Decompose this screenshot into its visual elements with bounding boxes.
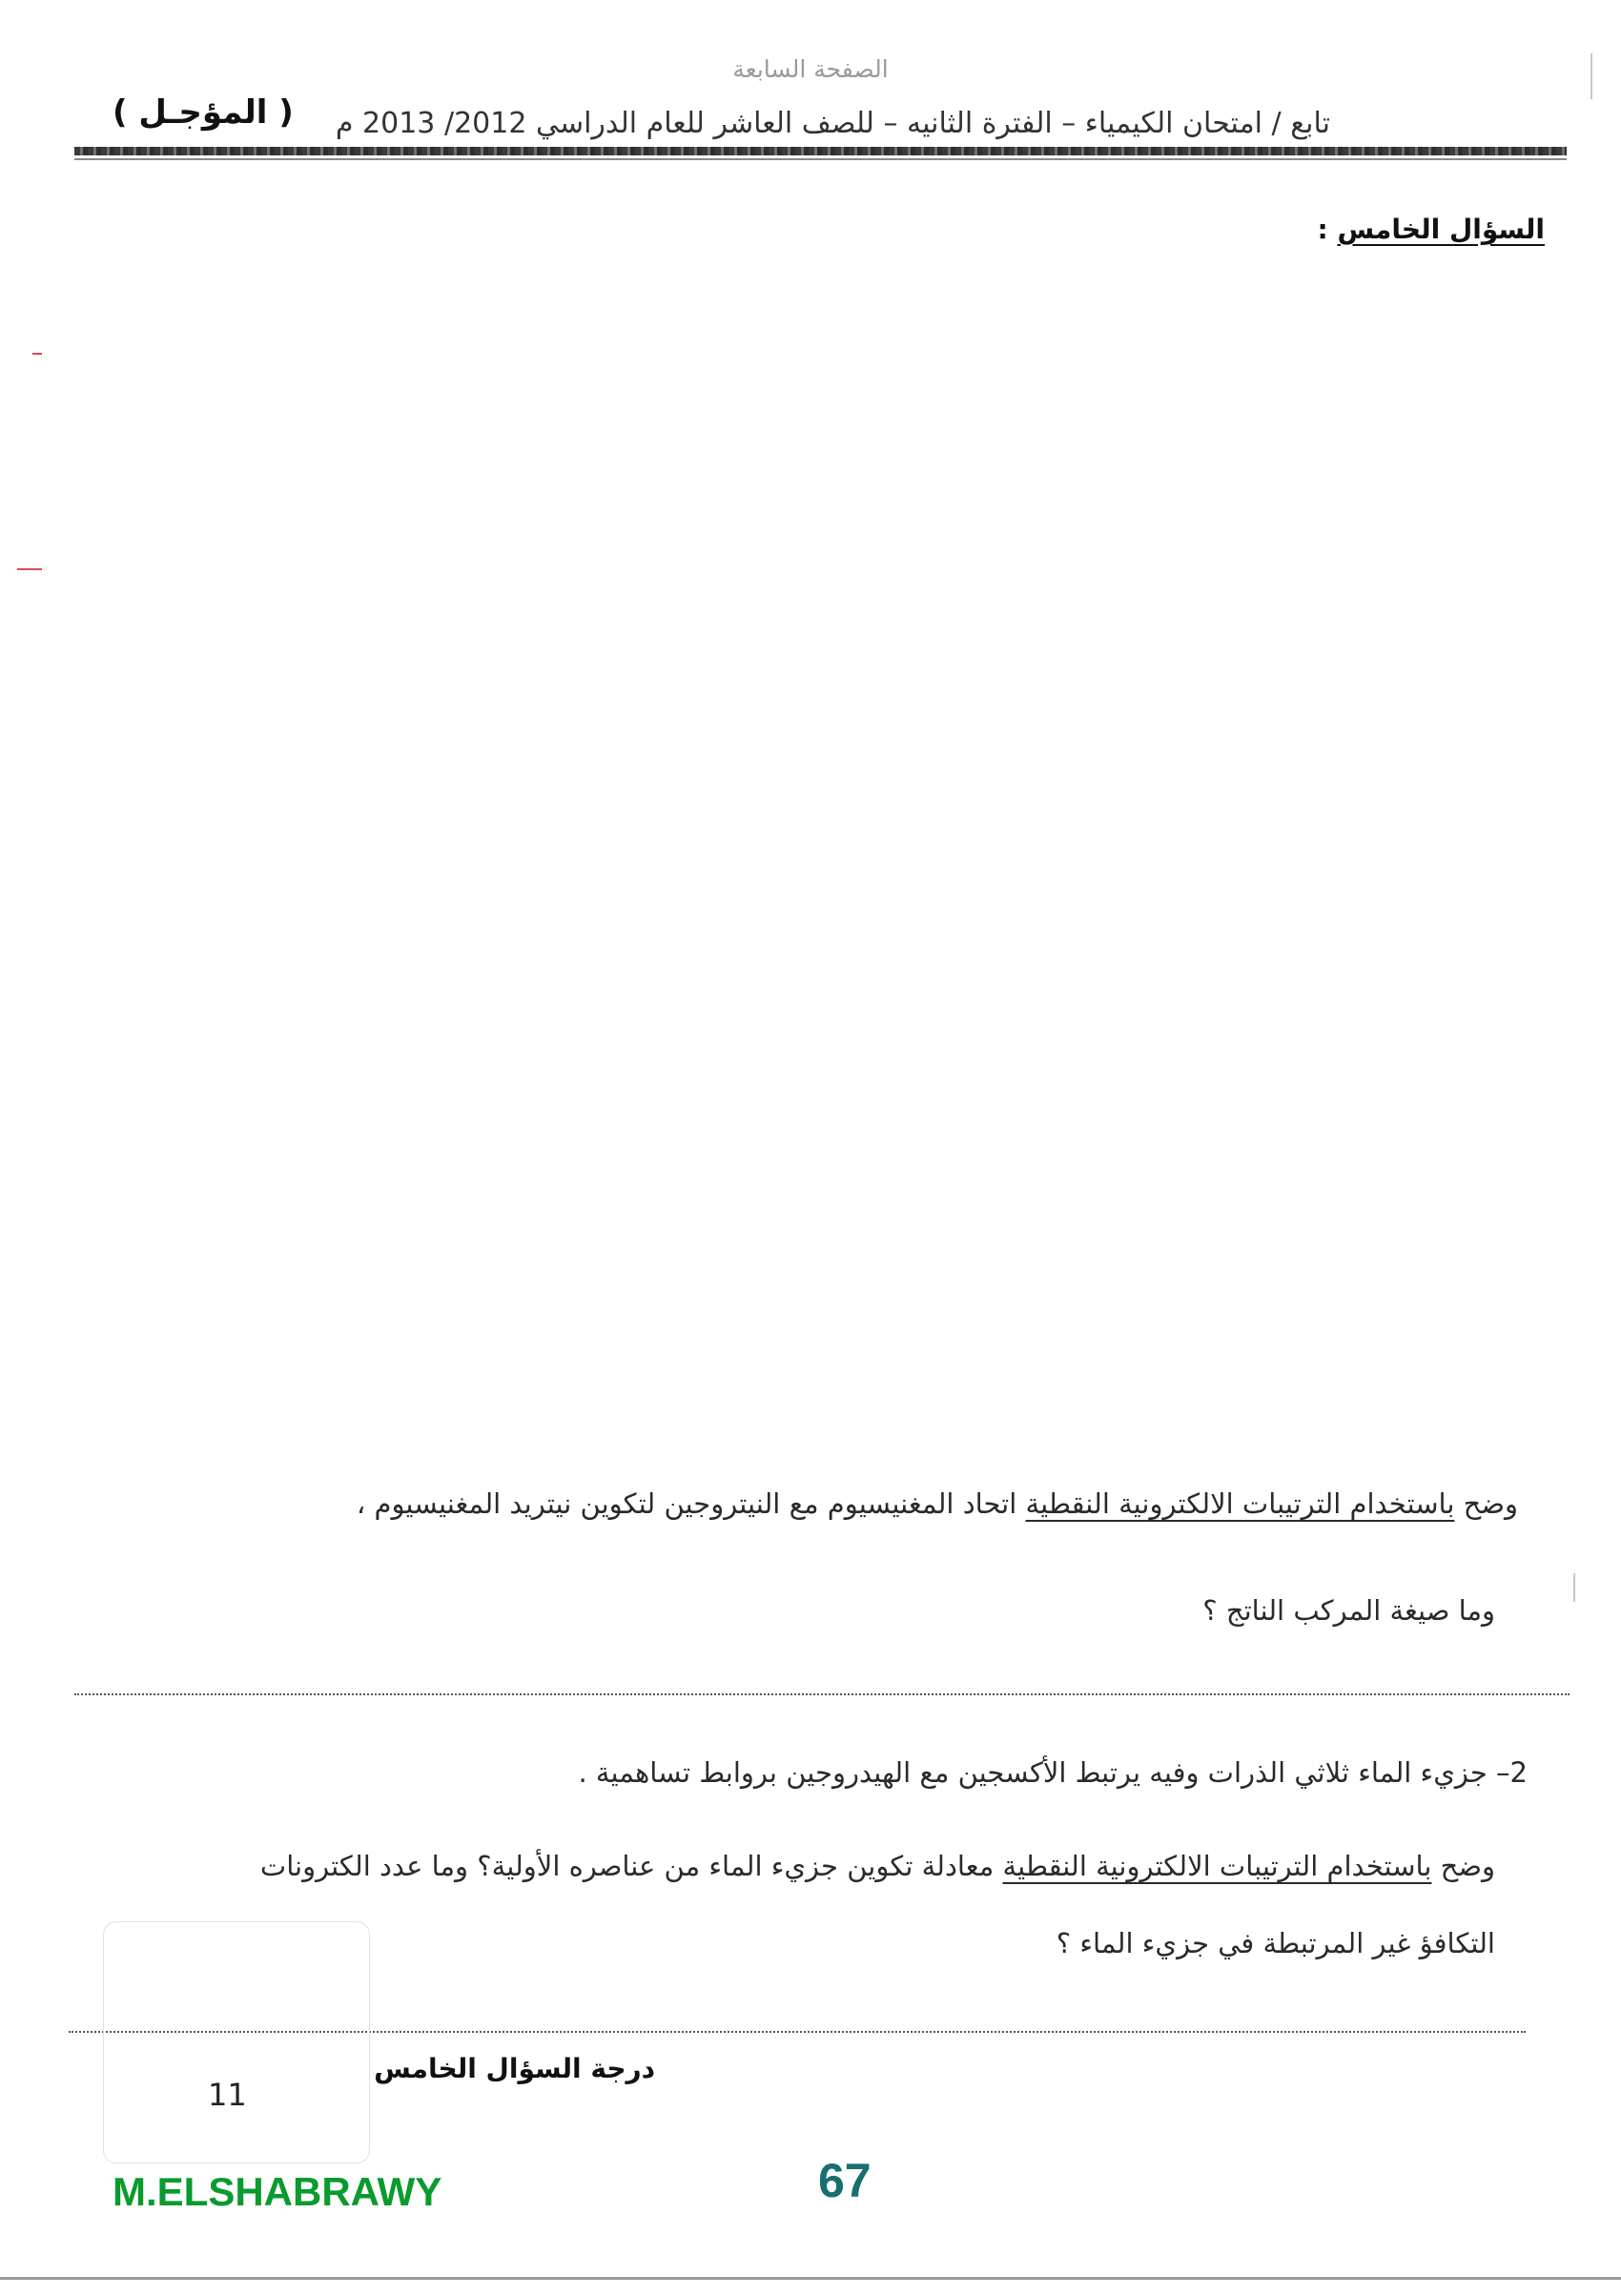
part2-question: التكافؤ غير المرتبطة في جزيء الماء ؟ [1056, 1927, 1495, 1959]
exam-header-line: تابع / امتحان الكيمياء – الفترة الثانيه – للصف العاشر للعام الدراسي 2012/ 2013 م [335, 107, 1330, 140]
score-value: 11 [208, 2077, 247, 2113]
part2-underlined: باستخدام الترتيبات الالكترونية النقطية [1002, 1850, 1432, 1882]
page-number: 67 [818, 2154, 872, 2207]
part2-number: 2 [1509, 1756, 1528, 1789]
part2-end: معادلة تكوين جزيء الماء من عناصره الأولية؟ وما عدد الكترونات [259, 1850, 1003, 1882]
author-watermark: M.ELSHABRAWY [113, 2169, 442, 2214]
part1-end: اتحاد المغنيسيوم مع النيتروجين لتكوين نيتريد المغنيسيوم ، [356, 1487, 1026, 1520]
part2-start: وضح [1431, 1850, 1495, 1882]
part2-statement-row [578, 1756, 1528, 1789]
question-title-colon: : [1317, 214, 1338, 245]
part1-question: وما صيغة المركب الناتج ؟ [1202, 1594, 1495, 1627]
bottom-scan-edge [0, 2277, 1621, 2280]
score-box [103, 1921, 370, 2163]
scan-edge-right-2 [1573, 1573, 1575, 1602]
part2-instruction [260, 1850, 1495, 1882]
part1-instruction [357, 1487, 1518, 1520]
scan-edge-right-1 [1590, 53, 1592, 99]
scan-mark-left-2 [17, 568, 42, 570]
question-title-text: السؤال الخامس [1337, 214, 1545, 245]
score-label: درجة السؤال الخامس [374, 2053, 655, 2084]
page-label: الصفحة السابعة [732, 55, 889, 83]
question-title [1318, 214, 1545, 245]
answer-dotted-line-1 [74, 1693, 1570, 1695]
scan-mark-left-1 [32, 353, 42, 355]
part1-underlined: باستخدام الترتيبات الالكترونية النقطية [1025, 1487, 1455, 1520]
header-rule-thin [74, 158, 1567, 160]
part1-start: وضح [1454, 1487, 1518, 1520]
exam-session-tag: ( المؤجـل ) [113, 93, 294, 132]
part2-statement: – جزيء الماء ثلاثي الذرات وفيه يرتبط الأكسجين مع الهيدروجين بروابط تساهمية . [578, 1756, 1510, 1789]
header-rule [74, 147, 1567, 155]
